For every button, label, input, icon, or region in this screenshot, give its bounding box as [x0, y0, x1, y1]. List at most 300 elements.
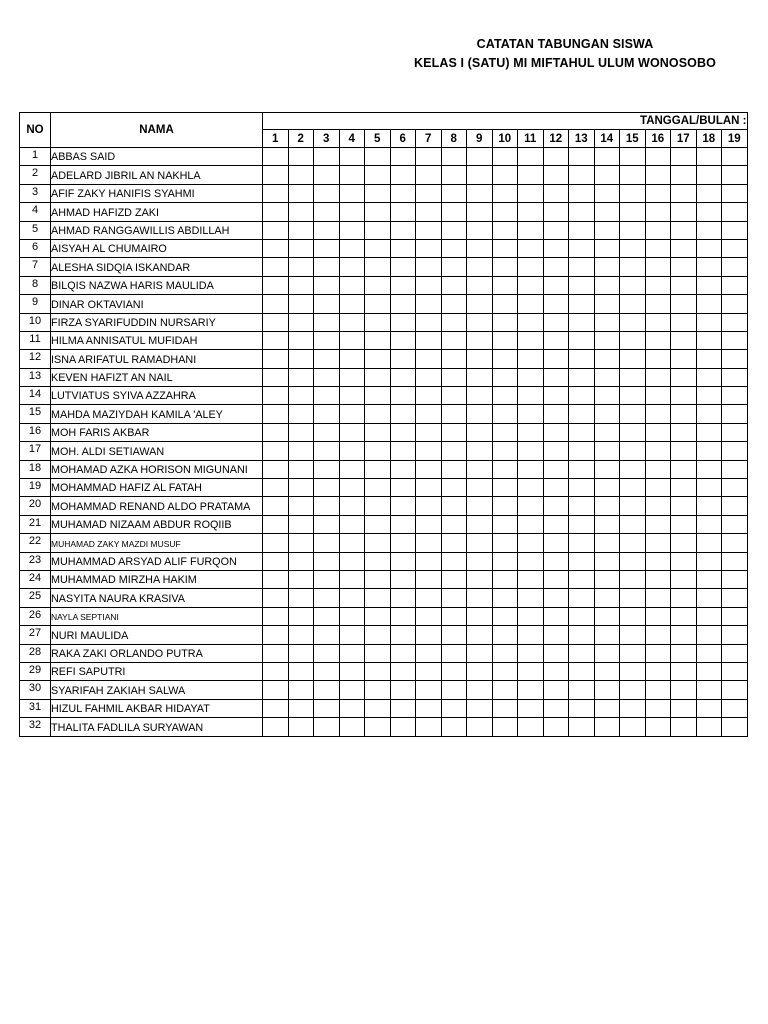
savings-cell — [390, 662, 416, 680]
savings-cell — [722, 570, 748, 588]
savings-cell — [594, 644, 620, 662]
savings-cell — [314, 626, 340, 644]
savings-cell — [416, 552, 442, 570]
savings-cell — [390, 166, 416, 184]
savings-cell — [263, 589, 289, 607]
savings-cell — [467, 313, 493, 331]
savings-cell — [467, 570, 493, 588]
savings-cell — [569, 479, 595, 497]
savings-cell — [543, 589, 569, 607]
savings-cell — [696, 276, 722, 294]
savings-cell — [671, 460, 697, 478]
savings-cell — [594, 718, 620, 736]
day-column-header: 10 — [492, 130, 518, 148]
savings-cell — [314, 644, 340, 662]
savings-cell — [645, 331, 671, 349]
savings-cell — [594, 203, 620, 221]
savings-cell — [365, 313, 391, 331]
savings-cell — [569, 699, 595, 717]
savings-cell — [518, 276, 544, 294]
savings-cell — [594, 148, 620, 166]
row-number: 9 — [20, 295, 51, 313]
savings-cell — [314, 662, 340, 680]
savings-cell — [543, 460, 569, 478]
savings-cell — [314, 515, 340, 533]
table-row — [20, 552, 748, 570]
savings-cell — [696, 515, 722, 533]
savings-cell — [441, 331, 467, 349]
savings-cell — [441, 350, 467, 368]
savings-cell — [518, 258, 544, 276]
savings-cell — [620, 644, 646, 662]
savings-cell — [671, 313, 697, 331]
savings-cell — [441, 276, 467, 294]
column-header-no: NO — [20, 113, 51, 148]
savings-cell — [339, 276, 365, 294]
savings-cell — [620, 148, 646, 166]
savings-cell — [671, 276, 697, 294]
savings-cell — [288, 460, 314, 478]
savings-cell — [441, 387, 467, 405]
savings-cell — [365, 497, 391, 515]
savings-cell — [569, 681, 595, 699]
savings-cell — [645, 534, 671, 552]
savings-cell — [492, 662, 518, 680]
savings-cell — [441, 184, 467, 202]
savings-cell — [594, 368, 620, 386]
savings-cell — [671, 570, 697, 588]
row-number: 19 — [20, 479, 51, 497]
table-row — [20, 148, 748, 166]
savings-cell — [569, 497, 595, 515]
savings-cell — [492, 479, 518, 497]
savings-cell — [263, 662, 289, 680]
savings-cell — [288, 405, 314, 423]
savings-cell — [492, 442, 518, 460]
savings-cell — [288, 276, 314, 294]
table-row — [20, 699, 748, 717]
savings-cell — [263, 184, 289, 202]
savings-cell — [518, 166, 544, 184]
savings-cell — [696, 387, 722, 405]
savings-cell — [314, 607, 340, 625]
savings-cell — [416, 644, 442, 662]
savings-cell — [314, 203, 340, 221]
savings-cell — [314, 221, 340, 239]
savings-cell — [518, 460, 544, 478]
savings-cell — [288, 166, 314, 184]
savings-cell — [441, 681, 467, 699]
savings-cell — [339, 718, 365, 736]
table-row — [20, 479, 748, 497]
savings-cell — [314, 331, 340, 349]
table-row — [20, 350, 748, 368]
savings-cell — [620, 331, 646, 349]
savings-cell — [365, 368, 391, 386]
savings-cell — [416, 405, 442, 423]
savings-cell — [696, 534, 722, 552]
student-name: BILQIS NAZWA HARIS MAULIDA — [51, 276, 263, 294]
savings-cell — [467, 699, 493, 717]
savings-cell — [416, 276, 442, 294]
savings-cell — [416, 534, 442, 552]
savings-cell — [594, 166, 620, 184]
savings-cell — [339, 626, 365, 644]
row-number: 22 — [20, 534, 51, 552]
savings-cell — [543, 497, 569, 515]
savings-cell — [645, 405, 671, 423]
savings-cell — [467, 258, 493, 276]
savings-cell — [416, 313, 442, 331]
row-number: 17 — [20, 442, 51, 460]
savings-cell — [594, 552, 620, 570]
savings-cell — [492, 497, 518, 515]
savings-cell — [722, 166, 748, 184]
savings-cell — [696, 607, 722, 625]
savings-cell — [645, 313, 671, 331]
savings-cell — [620, 368, 646, 386]
savings-cell — [696, 313, 722, 331]
savings-cell — [416, 497, 442, 515]
row-number: 23 — [20, 552, 51, 570]
savings-cell — [365, 350, 391, 368]
savings-cell — [441, 313, 467, 331]
day-column-header: 3 — [314, 130, 340, 148]
savings-cell — [288, 497, 314, 515]
savings-cell — [492, 607, 518, 625]
savings-cell — [518, 534, 544, 552]
savings-cell — [263, 221, 289, 239]
savings-cell — [467, 534, 493, 552]
savings-cell — [314, 534, 340, 552]
savings-cell — [365, 405, 391, 423]
savings-cell — [518, 699, 544, 717]
savings-cell — [390, 221, 416, 239]
savings-cell — [518, 405, 544, 423]
savings-cell — [620, 699, 646, 717]
savings-cell — [696, 589, 722, 607]
savings-cell — [696, 718, 722, 736]
savings-cell — [390, 534, 416, 552]
savings-cell — [339, 460, 365, 478]
row-number: 5 — [20, 221, 51, 239]
savings-cell — [390, 718, 416, 736]
student-name: HILMA ANNISATUL MUFIDAH — [51, 331, 263, 349]
savings-cell — [543, 331, 569, 349]
savings-cell — [620, 295, 646, 313]
row-number: 30 — [20, 681, 51, 699]
savings-cell — [390, 184, 416, 202]
savings-cell — [594, 589, 620, 607]
savings-cell — [416, 442, 442, 460]
savings-cell — [390, 387, 416, 405]
savings-cell — [314, 442, 340, 460]
savings-cell — [416, 166, 442, 184]
savings-cell — [722, 479, 748, 497]
savings-cell — [543, 534, 569, 552]
savings-cell — [594, 258, 620, 276]
savings-cell — [390, 331, 416, 349]
savings-cell — [671, 699, 697, 717]
savings-cell — [263, 442, 289, 460]
student-name: MUHAMMAD MIRZHA HAKIM — [51, 570, 263, 588]
savings-cell — [492, 368, 518, 386]
savings-cell — [314, 368, 340, 386]
savings-cell — [390, 405, 416, 423]
savings-cell — [441, 368, 467, 386]
table-row — [20, 221, 748, 239]
savings-cell — [339, 497, 365, 515]
savings-cell — [645, 570, 671, 588]
savings-cell — [722, 184, 748, 202]
savings-cell — [569, 552, 595, 570]
row-number: 13 — [20, 368, 51, 386]
savings-cell — [467, 276, 493, 294]
savings-cell — [594, 497, 620, 515]
savings-cell — [543, 479, 569, 497]
savings-cell — [518, 387, 544, 405]
day-column-header: 16 — [645, 130, 671, 148]
savings-cell — [696, 442, 722, 460]
savings-cell — [467, 442, 493, 460]
savings-cell — [339, 368, 365, 386]
table-row — [20, 662, 748, 680]
savings-cell — [492, 423, 518, 441]
savings-cell — [594, 405, 620, 423]
savings-cell — [594, 626, 620, 644]
savings-cell — [365, 699, 391, 717]
savings-cell — [339, 331, 365, 349]
savings-cell — [569, 166, 595, 184]
student-name: MUHAMAD ZAKY MAZDI MUSUF — [51, 534, 263, 552]
savings-cell — [620, 589, 646, 607]
savings-cell — [645, 221, 671, 239]
savings-cell — [620, 442, 646, 460]
savings-cell — [696, 570, 722, 588]
savings-cell — [441, 718, 467, 736]
savings-cell — [696, 295, 722, 313]
savings-cell — [620, 515, 646, 533]
savings-cell — [518, 331, 544, 349]
row-number: 25 — [20, 589, 51, 607]
student-name: ISNA ARIFATUL RAMADHANI — [51, 350, 263, 368]
savings-cell — [467, 607, 493, 625]
savings-cell — [594, 479, 620, 497]
row-number: 4 — [20, 203, 51, 221]
savings-cell — [645, 460, 671, 478]
savings-cell — [696, 203, 722, 221]
student-name: THALITA FADLILA SURYAWAN — [51, 718, 263, 736]
savings-cell — [288, 662, 314, 680]
savings-cell — [263, 405, 289, 423]
savings-cell — [288, 681, 314, 699]
savings-cell — [288, 515, 314, 533]
savings-cell — [492, 552, 518, 570]
savings-cell — [441, 644, 467, 662]
savings-cell — [288, 626, 314, 644]
student-name: FIRZA SYARIFUDDIN NURSARIY — [51, 313, 263, 331]
savings-cell — [543, 166, 569, 184]
savings-cell — [314, 460, 340, 478]
savings-cell — [492, 589, 518, 607]
savings-cell — [390, 442, 416, 460]
savings-cell — [263, 570, 289, 588]
savings-cell — [518, 662, 544, 680]
savings-cell — [696, 405, 722, 423]
savings-cell — [339, 552, 365, 570]
savings-cell — [722, 589, 748, 607]
savings-cell — [492, 239, 518, 257]
savings-cell — [518, 718, 544, 736]
savings-cell — [314, 681, 340, 699]
savings-cell — [645, 718, 671, 736]
day-column-header: 5 — [365, 130, 391, 148]
student-name: HIZUL FAHMIL AKBAR HIDAYAT — [51, 699, 263, 717]
savings-cell — [671, 148, 697, 166]
savings-cell — [365, 552, 391, 570]
savings-cell — [441, 148, 467, 166]
savings-cell — [492, 387, 518, 405]
savings-cell — [543, 515, 569, 533]
savings-cell — [441, 460, 467, 478]
savings-cell — [467, 148, 493, 166]
savings-cell — [416, 607, 442, 625]
row-number: 1 — [20, 148, 51, 166]
savings-cell — [416, 699, 442, 717]
savings-cell — [288, 258, 314, 276]
savings-cell — [594, 221, 620, 239]
savings-cell — [339, 479, 365, 497]
savings-table — [19, 112, 748, 737]
savings-cell — [492, 644, 518, 662]
savings-cell — [722, 239, 748, 257]
savings-cell — [543, 148, 569, 166]
savings-cell — [339, 607, 365, 625]
savings-cell — [263, 239, 289, 257]
savings-cell — [518, 423, 544, 441]
savings-cell — [569, 276, 595, 294]
savings-cell — [314, 184, 340, 202]
savings-cell — [365, 662, 391, 680]
savings-cell — [492, 405, 518, 423]
savings-cell — [543, 350, 569, 368]
table-row — [20, 258, 748, 276]
savings-cell — [620, 423, 646, 441]
savings-cell — [620, 718, 646, 736]
savings-cell — [390, 313, 416, 331]
savings-cell — [365, 166, 391, 184]
savings-cell — [339, 644, 365, 662]
savings-cell — [416, 479, 442, 497]
savings-cell — [288, 589, 314, 607]
savings-cell — [492, 295, 518, 313]
savings-cell — [390, 276, 416, 294]
row-number: 6 — [20, 239, 51, 257]
savings-cell — [441, 239, 467, 257]
savings-cell — [390, 148, 416, 166]
savings-cell — [569, 221, 595, 239]
savings-cell — [288, 442, 314, 460]
savings-cell — [620, 534, 646, 552]
day-column-header: 18 — [696, 130, 722, 148]
savings-cell — [696, 662, 722, 680]
savings-cell — [722, 313, 748, 331]
savings-cell — [671, 662, 697, 680]
savings-cell — [467, 221, 493, 239]
savings-cell — [416, 423, 442, 441]
table-row — [20, 184, 748, 202]
savings-cell — [467, 184, 493, 202]
savings-cell — [518, 184, 544, 202]
savings-cell — [492, 166, 518, 184]
savings-cell — [569, 534, 595, 552]
savings-cell — [722, 662, 748, 680]
savings-cell — [467, 497, 493, 515]
savings-cell — [288, 644, 314, 662]
savings-cell — [645, 368, 671, 386]
savings-cell — [569, 589, 595, 607]
savings-cell — [288, 368, 314, 386]
savings-cell — [467, 515, 493, 533]
savings-cell — [543, 295, 569, 313]
savings-cell — [390, 589, 416, 607]
day-column-header: 19 — [722, 130, 748, 148]
savings-cell — [263, 295, 289, 313]
savings-cell — [620, 221, 646, 239]
savings-cell — [722, 552, 748, 570]
savings-cell — [314, 276, 340, 294]
savings-cell — [416, 570, 442, 588]
savings-cell — [492, 184, 518, 202]
savings-cell — [416, 203, 442, 221]
savings-cell — [620, 313, 646, 331]
student-name: NASYITA NAURA KRASIVA — [51, 589, 263, 607]
savings-cell — [569, 387, 595, 405]
savings-cell — [314, 166, 340, 184]
student-name: DINAR OKTAVIANI — [51, 295, 263, 313]
savings-cell — [543, 699, 569, 717]
savings-cell — [416, 239, 442, 257]
savings-cell — [543, 644, 569, 662]
savings-cell — [492, 148, 518, 166]
savings-cell — [671, 387, 697, 405]
savings-cell — [620, 258, 646, 276]
savings-cell — [594, 423, 620, 441]
savings-cell — [518, 313, 544, 331]
savings-cell — [339, 221, 365, 239]
savings-cell — [569, 148, 595, 166]
savings-cell — [314, 405, 340, 423]
savings-cell — [314, 423, 340, 441]
student-name: LUTVIATUS SYIVA AZZAHRA — [51, 387, 263, 405]
table-row — [20, 331, 748, 349]
savings-cell — [339, 239, 365, 257]
savings-cell — [314, 295, 340, 313]
savings-cell — [671, 497, 697, 515]
savings-cell — [492, 460, 518, 478]
savings-cell — [569, 644, 595, 662]
savings-cell — [263, 350, 289, 368]
savings-cell — [671, 203, 697, 221]
row-number: 28 — [20, 644, 51, 662]
savings-cell — [339, 258, 365, 276]
savings-cell — [594, 184, 620, 202]
row-number: 14 — [20, 387, 51, 405]
day-column-header: 2 — [288, 130, 314, 148]
savings-cell — [365, 607, 391, 625]
savings-cell — [722, 607, 748, 625]
table-row — [20, 644, 748, 662]
